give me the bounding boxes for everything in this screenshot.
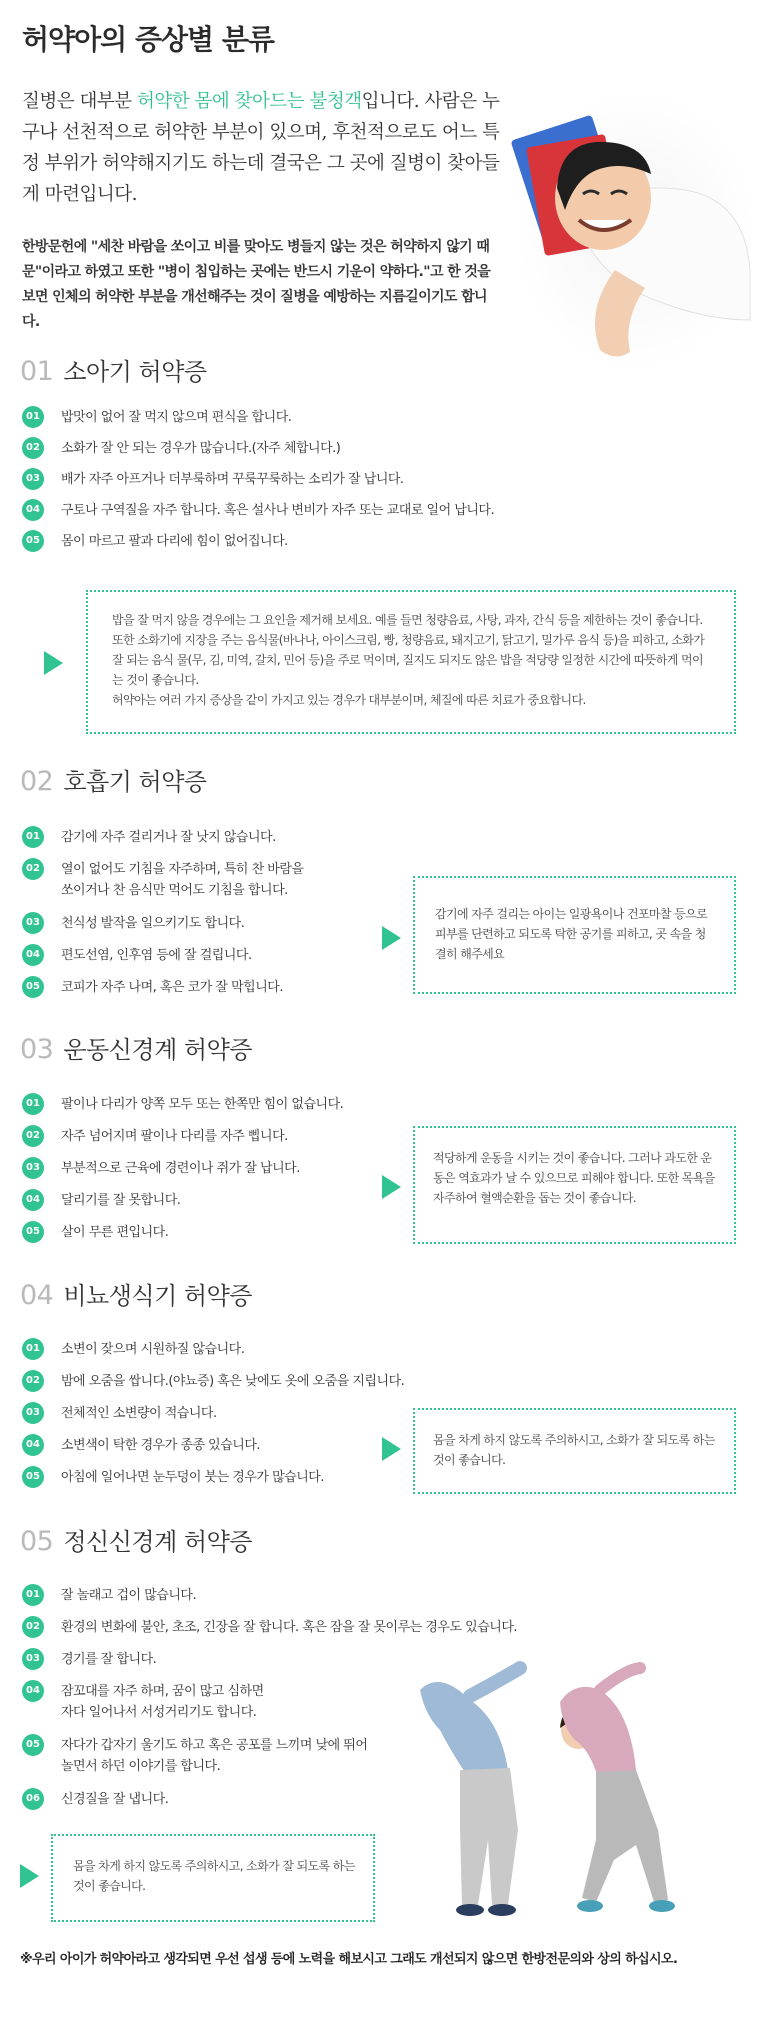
section-number: 04 bbox=[20, 1280, 54, 1311]
intro-paragraph bbox=[22, 86, 502, 210]
intro-text-after: 입니다. 사람은 누구나 선천적으로 허약한 부분이 있으며, 후천적으로도 어느 특정 부위가 허약해지기도 하는데 결국은 그 곳에 질병이 찾아들게 마련입니다. bbox=[22, 91, 500, 205]
number-badge: 04 bbox=[22, 1434, 44, 1456]
number-badge: 03 bbox=[22, 1157, 44, 1179]
tip-box bbox=[413, 876, 736, 994]
section-02-heading bbox=[20, 762, 207, 797]
number-badge: 04 bbox=[22, 1680, 44, 1702]
tip-text: 몸을 차게 하지 않도록 주의하시고, 소화가 잘 되도록 하는 것이 좋습니다. bbox=[433, 1433, 715, 1467]
play-arrow-icon bbox=[20, 1864, 39, 1888]
number-badge: 02 bbox=[22, 858, 44, 880]
intro-quote-paragraph: 한방문헌에 "세찬 바람을 쏘이고 비를 맞아도 병들지 않는 것은 허약하지 않기 때문"이라고 하였고 또한 "병이 침입하는 곳에는 반드시 기운이 약하다."고 한 것을 보면 인체의 허약한 부분을 개선해주는 것이 질병을 예방하는 지름길이기도 합니다. bbox=[22, 239, 491, 330]
section-05-heading bbox=[20, 1522, 252, 1557]
tip-text: 몸을 차게 하지 않도록 주의하시고, 소화가 잘 되도록 하는 것이 좋습니다. bbox=[73, 1859, 355, 1893]
footnote: ※우리 아이가 허약아라고 생각되면 우선 섭생 등에 노력을 해보시고 그래도 개선되지 않으면 한방전문의와 상의 하십시오. bbox=[20, 1952, 678, 1967]
number-badge: 02 bbox=[22, 437, 44, 459]
section-number: 01 bbox=[20, 356, 54, 387]
number-badge: 04 bbox=[22, 1189, 44, 1211]
number-badge: 05 bbox=[22, 1466, 44, 1488]
number-badge: 02 bbox=[22, 1125, 44, 1147]
section-number: 05 bbox=[20, 1526, 54, 1557]
intro-text-before: 질병은 대부분 bbox=[22, 91, 137, 112]
section-number: 02 bbox=[20, 766, 54, 797]
play-arrow-icon bbox=[382, 1437, 401, 1461]
number-badge: 05 bbox=[22, 1221, 44, 1243]
section-title: 소아기 허약증 bbox=[63, 358, 207, 386]
number-badge: 01 bbox=[22, 1584, 44, 1606]
section-number: 03 bbox=[20, 1034, 54, 1065]
number-badge: 06 bbox=[22, 1788, 44, 1810]
section-title: 호흡기 허약증 bbox=[63, 768, 207, 796]
tip-box bbox=[86, 590, 736, 734]
tip-text: 감기에 자주 걸리는 아이는 일광욕이나 건포마찰 등으로 피부를 단련하고 되도록 탁한 공기를 피하고, 곳 속을 청결히 해주세요 bbox=[435, 907, 708, 961]
number-badge: 01 bbox=[22, 1338, 44, 1360]
number-badge: 03 bbox=[22, 912, 44, 934]
section-04-heading bbox=[20, 1276, 252, 1311]
number-badge: 03 bbox=[22, 1648, 44, 1670]
number-badge: 01 bbox=[22, 1093, 44, 1115]
play-arrow-icon bbox=[382, 926, 401, 950]
section-03-heading bbox=[20, 1030, 252, 1065]
tip-box bbox=[413, 1126, 736, 1244]
number-badge: 01 bbox=[22, 406, 44, 428]
play-arrow-icon bbox=[382, 1175, 401, 1199]
number-badge: 03 bbox=[22, 1402, 44, 1424]
tip-box bbox=[51, 1834, 375, 1922]
section-title: 운동신경계 허약증 bbox=[63, 1036, 252, 1064]
page-title: 허약아의 증상별 분류 bbox=[22, 23, 274, 56]
number-badge: 04 bbox=[22, 499, 44, 521]
number-badge: 05 bbox=[22, 530, 44, 552]
intro-highlight: 허약한 몸에 찾아드는 불청객 bbox=[137, 91, 362, 112]
tip-text: 밥을 잘 먹지 않을 경우에는 그 요인을 제거해 보세요. 예를 들면 청량음료, 사탕, 과자, 간식 등을 제한하는 것이 좋습니다. 또한 소화기에 지장을 주는 음식물(바나나, 아이스크림, 빵, 청량음료, 돼지고기, 닭고기, 밀가루 음식 등)을 피하고, 소화가 잘 되는 음식 물(무, 김, 미역, 갈치, 민어 등)을 주로 먹이며, 질지도 되지도 않은 밥을 적당량 일정한 시간에 따뜻하게 먹이는 것이 좋습니다. bbox=[112, 613, 705, 687]
number-badge: 05 bbox=[22, 976, 44, 998]
lying-boy-image bbox=[505, 70, 755, 370]
number-badge: 02 bbox=[22, 1370, 44, 1392]
number-badge: 05 bbox=[22, 1734, 44, 1756]
number-badge: 04 bbox=[22, 944, 44, 966]
stretching-kids-image bbox=[400, 1660, 750, 1930]
tip-text-secondary: 허약아는 여러 가지 증상을 같이 가지고 있는 경우가 대부분이며, 체질에 따른 치료가 중요합니다. bbox=[112, 693, 586, 707]
number-badge: 01 bbox=[22, 826, 44, 848]
tip-box bbox=[413, 1408, 736, 1494]
section-01-heading bbox=[20, 352, 207, 387]
play-arrow-icon bbox=[44, 651, 63, 675]
number-badge: 03 bbox=[22, 468, 44, 490]
tip-text: 적당하게 운동을 시키는 것이 좋습니다. 그러나 과도한 운동은 역효과가 날 수 있으므로 피해야 합니다. 또한 목욕을 자주하여 혈액순환을 돕는 것이 좋습니다. bbox=[433, 1151, 715, 1205]
section-title: 비뇨생식기 허약증 bbox=[63, 1282, 252, 1310]
section-title: 정신신경계 허약증 bbox=[63, 1528, 252, 1556]
number-badge: 02 bbox=[22, 1616, 44, 1638]
